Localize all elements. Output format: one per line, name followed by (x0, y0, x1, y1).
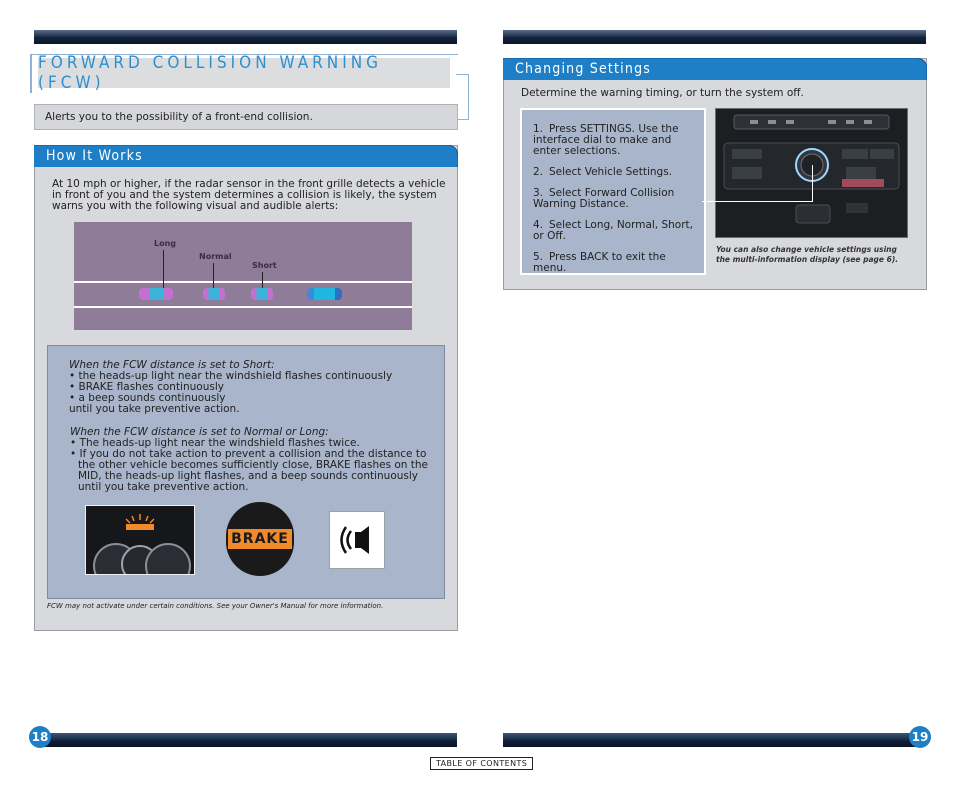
short-heading: When the FCW distance is set to Short: (69, 359, 275, 371)
label-short: Short (252, 261, 277, 270)
beep-indicator (329, 511, 385, 569)
short-block (69, 360, 439, 415)
short-bullet: • a beep sounds continuously (69, 392, 226, 404)
step-item: 5. Press BACK to exit the menu. (533, 251, 666, 274)
changing-settings-heading: Changing Settings (515, 61, 652, 77)
settings-intro: Determine the warning timing, or turn the system off. (521, 87, 804, 99)
table-of-contents-button[interactable]: TABLE OF CONTENTS (430, 757, 533, 770)
tick-normal (213, 263, 214, 290)
car-lead (307, 288, 342, 300)
car-normal (203, 288, 225, 300)
gauge-cluster-image (85, 505, 195, 575)
changing-settings-header (503, 58, 925, 80)
brake-label: BRAKE (228, 529, 292, 549)
fcw-distance-figure (74, 222, 412, 330)
page-title: FORWARD COLLISION WARNING (FCW) (38, 53, 383, 93)
tick-long (163, 250, 164, 290)
normal-long-heading: When the FCW distance is set to Normal or Long: (70, 426, 329, 438)
speaker-icon (337, 522, 377, 558)
lane-line-top (74, 281, 412, 283)
short-bullet: • BRAKE flashes continuously (69, 381, 224, 393)
subtitle-box (34, 104, 458, 130)
gauge-cluster-icon (86, 506, 194, 574)
how-it-works-heading: How It Works (46, 148, 143, 164)
short-closing: until you take preventive action. (69, 403, 240, 415)
short-bullet: • the heads-up light near the windshield flashes continuously (69, 370, 393, 382)
title-box (38, 53, 450, 93)
how-it-works-header (34, 145, 456, 167)
bottom-bar-left (40, 733, 457, 747)
top-bar-left (34, 30, 457, 44)
footnote: FCW may not activate under certain conditions. See your Owner's Manual for more information. (47, 602, 384, 610)
console-caption: You can also change vehicle settings using the multi-information display (see page 6). (716, 245, 899, 264)
steps-list (533, 124, 698, 284)
normal-long-bullet: • The heads-up light near the windshield flashes twice. (70, 437, 360, 449)
step-item: 2. Select Vehicle Settings. (533, 166, 673, 178)
page-number-left: 18 (29, 726, 51, 748)
subtitle: Alerts you to the possibility of a front-end collision. (45, 111, 313, 123)
brake-indicator (226, 502, 294, 576)
page-number-right: 19 (909, 726, 931, 748)
top-bar-right (503, 30, 926, 44)
normal-long-block (70, 427, 436, 493)
short-bullets (69, 371, 439, 404)
label-normal: Normal (199, 252, 232, 261)
bottom-bar-right (503, 733, 920, 747)
console-connector (702, 165, 813, 202)
car-short (251, 288, 273, 300)
step-item: 4. Select Long, Normal, Short, or Off. (533, 219, 693, 242)
normal-long-bullets (70, 438, 436, 493)
lane-line-bottom (74, 306, 412, 308)
normal-long-bullet: • If you do not take action to prevent a collision and the distance to the other vehicle becomes sufficiently close, BRAKE flashes on the MID, the heads-up light flashes, and a beep sounds continuously until you take preventive action. (70, 448, 429, 493)
label-long: Long (154, 239, 177, 248)
how-it-works-intro: At 10 mph or higher, if the radar sensor in the front grille detects a vehicle in front of you and the system determines a collision is likely, the system warns you with the following visual and audible alerts: (52, 178, 446, 212)
step-item: 1. Press SETTINGS. Use the interface dial to make and enter selections. (533, 123, 679, 157)
step-item: 3. Select Forward Collision Warning Distance. (533, 187, 675, 210)
car-long (139, 288, 173, 300)
